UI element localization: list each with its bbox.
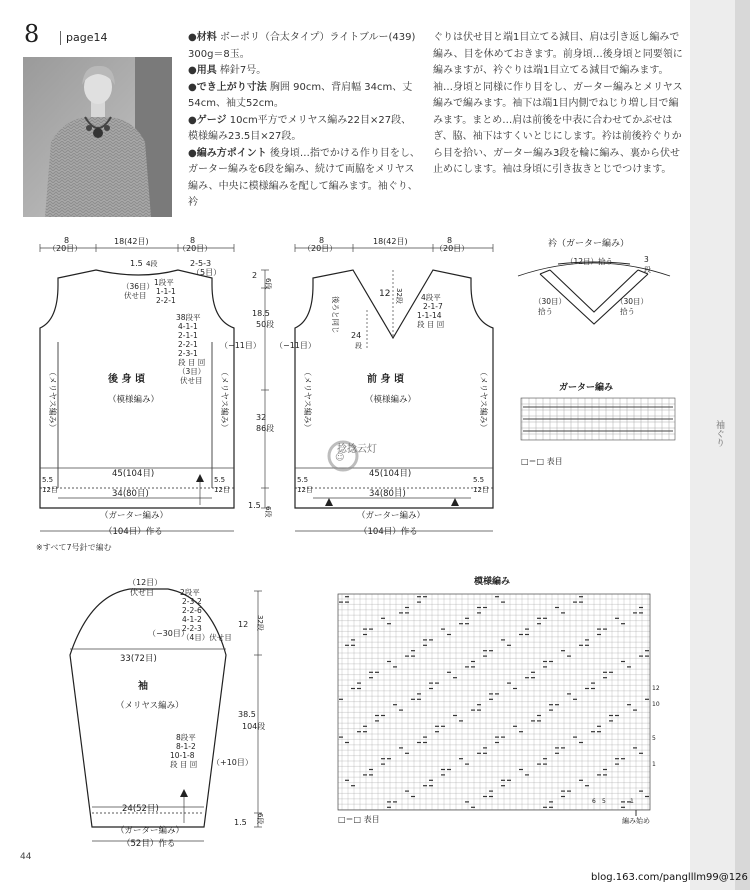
front-neck-rows-unit: 段 — [355, 342, 362, 350]
back-neck-bindoff-label: 伏せ目 — [124, 291, 147, 300]
back-neck-rule-3: 2-2-1 — [156, 296, 176, 305]
front-right-shoulder-stitches: （20目） — [435, 244, 470, 253]
model-photo — [23, 57, 172, 217]
back-hem-side-right: 5.5 — [214, 476, 226, 484]
sleeve-body-height: 38.5 — [238, 710, 256, 719]
back-width: 45(104目) — [112, 469, 155, 479]
back-right-shoulder-stitches: （20目） — [178, 244, 213, 253]
sleeve-inc-rule-1: 8段平 — [176, 733, 196, 742]
back-height-body: 32 — [256, 413, 267, 422]
back-right-side-label: （メリヤス編み） — [220, 368, 229, 432]
front-cast-on: （104目）作る — [359, 527, 418, 537]
front-body-diagram — [275, 230, 505, 540]
back-armhole-rule-5: 2-3-1 — [178, 349, 198, 358]
sleeve-diagram — [30, 575, 280, 850]
back-neck-depth: 1.5 — [130, 259, 143, 268]
back-hem-width: 34(80目) — [112, 489, 149, 499]
front-neck-rule-4: 段 目 回 — [417, 320, 445, 329]
sleeve-cap-rule-6: （4目）伏せ目 — [182, 633, 232, 642]
tab-label: 袖ぐり — [714, 420, 724, 447]
front-body-title: 前 身 頃 — [367, 374, 404, 385]
back-left-side-label: （メリヤス編み） — [48, 368, 57, 432]
sleeve-cast-on: （52目）作る — [122, 839, 176, 849]
front-back-reference: 後ろと同じ — [331, 296, 340, 334]
sleeve-cap-rule-4: 4-1-2 — [182, 615, 202, 624]
back-armhole-rule-7: （3目） — [178, 367, 206, 376]
collar-pick-top: （12目）拾う — [566, 257, 614, 266]
collar-pick-right: （30目） — [616, 297, 649, 306]
front-left-side-label: （メリヤス編み） — [303, 368, 312, 432]
materials-line: ●材料 ボーポリ（合太タイプ）ライトブルー(439) 300g＝8玉。 — [188, 32, 416, 60]
back-shoulder-stitches: （5目） — [192, 268, 222, 277]
index-tab-edge — [735, 0, 750, 890]
back-armhole-rule-8: 伏せ目 — [180, 376, 203, 385]
collar-pick-right-label: 拾う — [620, 307, 635, 316]
back-armhole-rule-3: 2-1-1 — [178, 331, 198, 340]
front-hem-width: 34(80目) — [369, 489, 406, 499]
pattern-number: 8 — [24, 20, 40, 48]
back-body-diagram — [0, 230, 280, 540]
front-width: 45(104目) — [369, 469, 412, 479]
front-neck-rows: 24 — [351, 331, 362, 340]
back-shoulder-rule: 2-5-3 — [190, 259, 212, 268]
garter-chart-legend: □＝□ 表目 — [521, 457, 563, 466]
collar-title: 衿（ガーター編み） — [548, 239, 630, 249]
pattern-row-12: 12 — [652, 685, 660, 692]
pattern-stitch-chart — [330, 572, 670, 832]
sleeve-cap-decrease: （−30目） — [148, 629, 189, 638]
sleeve-hem-height: 1.5 — [234, 818, 247, 827]
front-neck-width: 18(42目) — [373, 237, 408, 246]
back-height-body-rows: 86段 — [256, 424, 275, 433]
sleeve-subtitle: （メリヤス編み） — [116, 701, 184, 711]
sleeve-increase: （+10目） — [212, 758, 253, 767]
sleeve-upper-width: 33(72目) — [120, 654, 157, 664]
back-armhole-decrease: （−11目） — [220, 341, 261, 350]
back-neck-rule-2: 1-1-1 — [156, 287, 176, 296]
front-neck-rule-2: 2-1-7 — [423, 302, 443, 311]
page-number: 44 — [20, 852, 32, 862]
back-height-shoulder: 2 — [252, 271, 258, 280]
pattern-row-5: 5 — [652, 735, 656, 742]
back-cast-on: （104目）作る — [104, 527, 163, 537]
front-right-shoulder-width: 8 — [447, 236, 453, 245]
sleeve-cap-height: 12 — [238, 620, 249, 629]
back-body-title: 後 身 頃 — [108, 374, 145, 385]
pattern-chart-legend: □＝□ 表目 — [338, 815, 380, 824]
sleeve-hem-height-rows: 6段 — [256, 813, 264, 825]
back-body-subtitle: （模様編み） — [108, 395, 160, 405]
header-divider — [60, 31, 61, 45]
collar-pick-left-label: 拾う — [538, 307, 553, 316]
front-armhole-decrease: （−11目） — [275, 341, 316, 350]
source-url: blog.163.com/panglllm99@126 — [591, 872, 748, 883]
collar-rows: 3 — [644, 255, 649, 264]
back-height-hem: 1.5 — [248, 501, 261, 510]
points-line: ●編み方ポイント 後身頃…指でかける作り目をし、ガーター編みを6段を編み、続けて両脇をメリヤス編み、中央に模様編みを配して編みます。袖ぐり、衿 — [188, 147, 420, 208]
sleeve-inc-rule-2: 8-1-2 — [176, 742, 196, 751]
front-neck-rule-3: 1-1-14 — [417, 311, 442, 320]
back-hem-side-right-stitches: 12目 — [214, 486, 230, 494]
front-hem-side-right: 5.5 — [473, 476, 485, 484]
sleeve-cap-stitches: （12目） — [128, 578, 163, 587]
sleeve-inc-rule-3: 10-1-8 — [170, 751, 195, 760]
pattern-chart-start: 編み始め — [622, 817, 650, 825]
sleeve-cap-height-rows: 32段 — [256, 615, 264, 631]
sleeve-garter-label: （ガーター編み） — [116, 826, 185, 836]
page-reference: page14 — [66, 31, 108, 44]
back-armhole-rule-4: 2-2-1 — [178, 340, 198, 349]
front-v-depth: 12 — [379, 289, 391, 299]
back-neck-width: 18(42目) — [114, 237, 149, 246]
back-hem-side-left: 5.5 — [42, 476, 54, 484]
back-armhole-rule-6: 段 目 回 — [178, 358, 206, 367]
back-left-shoulder-width: 8 — [64, 236, 70, 245]
front-left-shoulder-width: 8 — [319, 236, 325, 245]
watermark-text: 捻捻云灯 — [337, 444, 377, 455]
size-line: ●でき上がり寸法 胸囲 90cm、背肩幅 34cm、丈54cm、袖丈52cm。 — [188, 81, 413, 109]
sleeve-inc-rule-4: 段 目 回 — [170, 760, 198, 769]
front-left-shoulder-stitches: （20目） — [303, 244, 338, 253]
sleeve-cap-rule-3: 2-2-6 — [182, 606, 202, 615]
back-garter-label: （ガーター編み） — [100, 511, 169, 521]
pattern-col-5: 5 — [602, 798, 606, 805]
pattern-row-1: 1 — [652, 761, 656, 768]
sleeve-lower-width: 24(52目) — [122, 804, 159, 814]
back-hem-side-left-stitches: 12目 — [42, 486, 58, 494]
collar-rows-unit: 段 — [644, 266, 651, 274]
gauge-line: ●ゲージ 10cm平方でメリヤス編み22目×27段、模様編み23.5目×27段。 — [188, 114, 412, 142]
pattern-row-10: 10 — [652, 701, 660, 708]
collar-pick-left: （30目） — [534, 297, 567, 306]
pattern-chart-title: 模様編み — [474, 577, 511, 587]
front-v-rows: 32段 — [395, 288, 403, 304]
front-neck-rule-1: 4段平 — [421, 293, 441, 302]
back-armhole-rule-1: 38段平 — [176, 313, 201, 322]
sleeve-cap-rule-1: 2段平 — [180, 588, 200, 597]
sleeve-cap-bindoff: 伏せ目 — [130, 588, 154, 597]
back-neck-bindoff: （36目） — [122, 282, 155, 291]
back-height-shoulder-rows: 6段 — [264, 278, 272, 290]
sleeve-title: 袖 — [138, 681, 148, 692]
pattern-col-1: 1 — [630, 798, 634, 805]
back-height-armhole: 18.5 — [252, 309, 270, 318]
front-hem-side-left: 5.5 — [297, 476, 309, 484]
garter-chart-title: ガーター編み — [559, 383, 614, 393]
svg-text:☺: ☺ — [335, 453, 345, 463]
front-garter-label: （ガーター編み） — [357, 511, 426, 521]
pattern-col-6: 6 — [592, 798, 596, 805]
front-hem-side-right-stitches: 12目 — [473, 486, 489, 494]
sleeve-body-height-rows: 104段 — [242, 722, 266, 731]
back-neck-rule-1: 1段平 — [154, 278, 174, 287]
front-hem-side-left-stitches: 12目 — [297, 486, 313, 494]
back-height-armhole-rows: 50段 — [256, 320, 275, 329]
front-right-side-label: （メリヤス編み） — [479, 368, 488, 432]
back-left-shoulder-stitches: （20目） — [48, 244, 83, 253]
sleeve-cap-rule-2: 2-3-2 — [182, 597, 202, 606]
tools-line: ●用具 棒針7号。 — [188, 65, 267, 76]
back-neck-rows: 4段 — [146, 260, 158, 268]
back-height-hem-rows: 6段 — [264, 506, 272, 518]
back-right-shoulder-width: 8 — [190, 236, 196, 245]
needle-note: ※すべて7号針で編む — [36, 543, 112, 552]
back-armhole-rule-2: 4-1-1 — [178, 322, 198, 331]
sleeve-cap-rule-5: 2-2-3 — [182, 624, 202, 633]
garter-stitch-chart — [515, 380, 685, 475]
instructions-right: ぐりは伏せ目と端1目立てる減目、肩は引き返し編みで編み、目を休めておきます。前身頃…後身頃と同要領に編みますが、衿ぐりは端1目立てる減目で編みます。袖…身頃と同様に作り目をし、ガーター編みとメリヤス編みで編みます。袖下は端1目内側でねじり増し目で編みます。まとめ…肩は前後を中表に合わせてかぶせはぎ、脇、袖下はすくいとじにします。衿は前後衿ぐりから目を拾い、ガーター編み3段を輪に編み、裏から伏せ止めにします。袖は身頃に引き抜きとじでつけます。 — [433, 32, 683, 175]
front-body-subtitle: （模様編み） — [365, 395, 417, 405]
instructions-left — [188, 30, 420, 212]
collar-diagram — [510, 232, 678, 332]
